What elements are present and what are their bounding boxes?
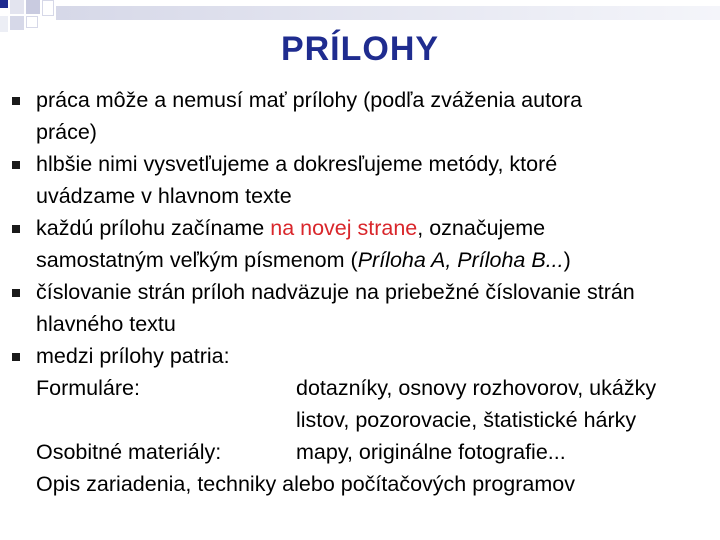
- bullet-square-icon: [12, 161, 20, 169]
- bullet-square-icon: [12, 353, 20, 361]
- forms-value: dotazníky, osnovy rozhovorov, ukážky: [296, 376, 657, 400]
- description-row: [36, 468, 716, 500]
- materials-row: [36, 436, 716, 468]
- page-title: PRÍLOHY: [280, 30, 440, 68]
- list-item: hlbšie nimi vysvetľujeme a dokresľujeme metódy, ktoré uvádzame v hlavnom texte: [12, 148, 712, 212]
- forms-value-continued: listov, pozorovacie, štatistické hárky: [296, 408, 637, 432]
- list-item: každú prílohu začíname na novej strane, označujeme samostatným veľkým písmenom (Príloha A, Príloha B...): [12, 212, 712, 276]
- list-item: práca môže a nemusí mať prílohy (podľa zváženia autora práce): [12, 84, 712, 148]
- attachment-types: [36, 372, 716, 500]
- bullet-square-icon: [12, 97, 20, 105]
- list-item: číslovanie strán príloh nadväzuje na priebežné číslovanie strán hlavného textu: [12, 276, 712, 340]
- materials-value: mapy, originálne fotografie...: [296, 440, 566, 464]
- forms-row: [36, 372, 716, 404]
- bullet-square-icon: [12, 289, 20, 297]
- description-text: Opis zariadenia, techniky alebo počítačových programov: [36, 472, 575, 496]
- bullet-square-icon: [12, 225, 20, 233]
- list-item: medzi prílohy patria:: [12, 340, 712, 372]
- bullet-list: [12, 84, 712, 372]
- forms-label: Formuláre:: [36, 376, 140, 400]
- italic-example: Príloha A, Príloha B...: [357, 248, 564, 272]
- highlight-text: na novej strane: [270, 216, 418, 240]
- forms-row-continued: [36, 404, 716, 436]
- materials-label: Osobitné materiály:: [36, 440, 222, 464]
